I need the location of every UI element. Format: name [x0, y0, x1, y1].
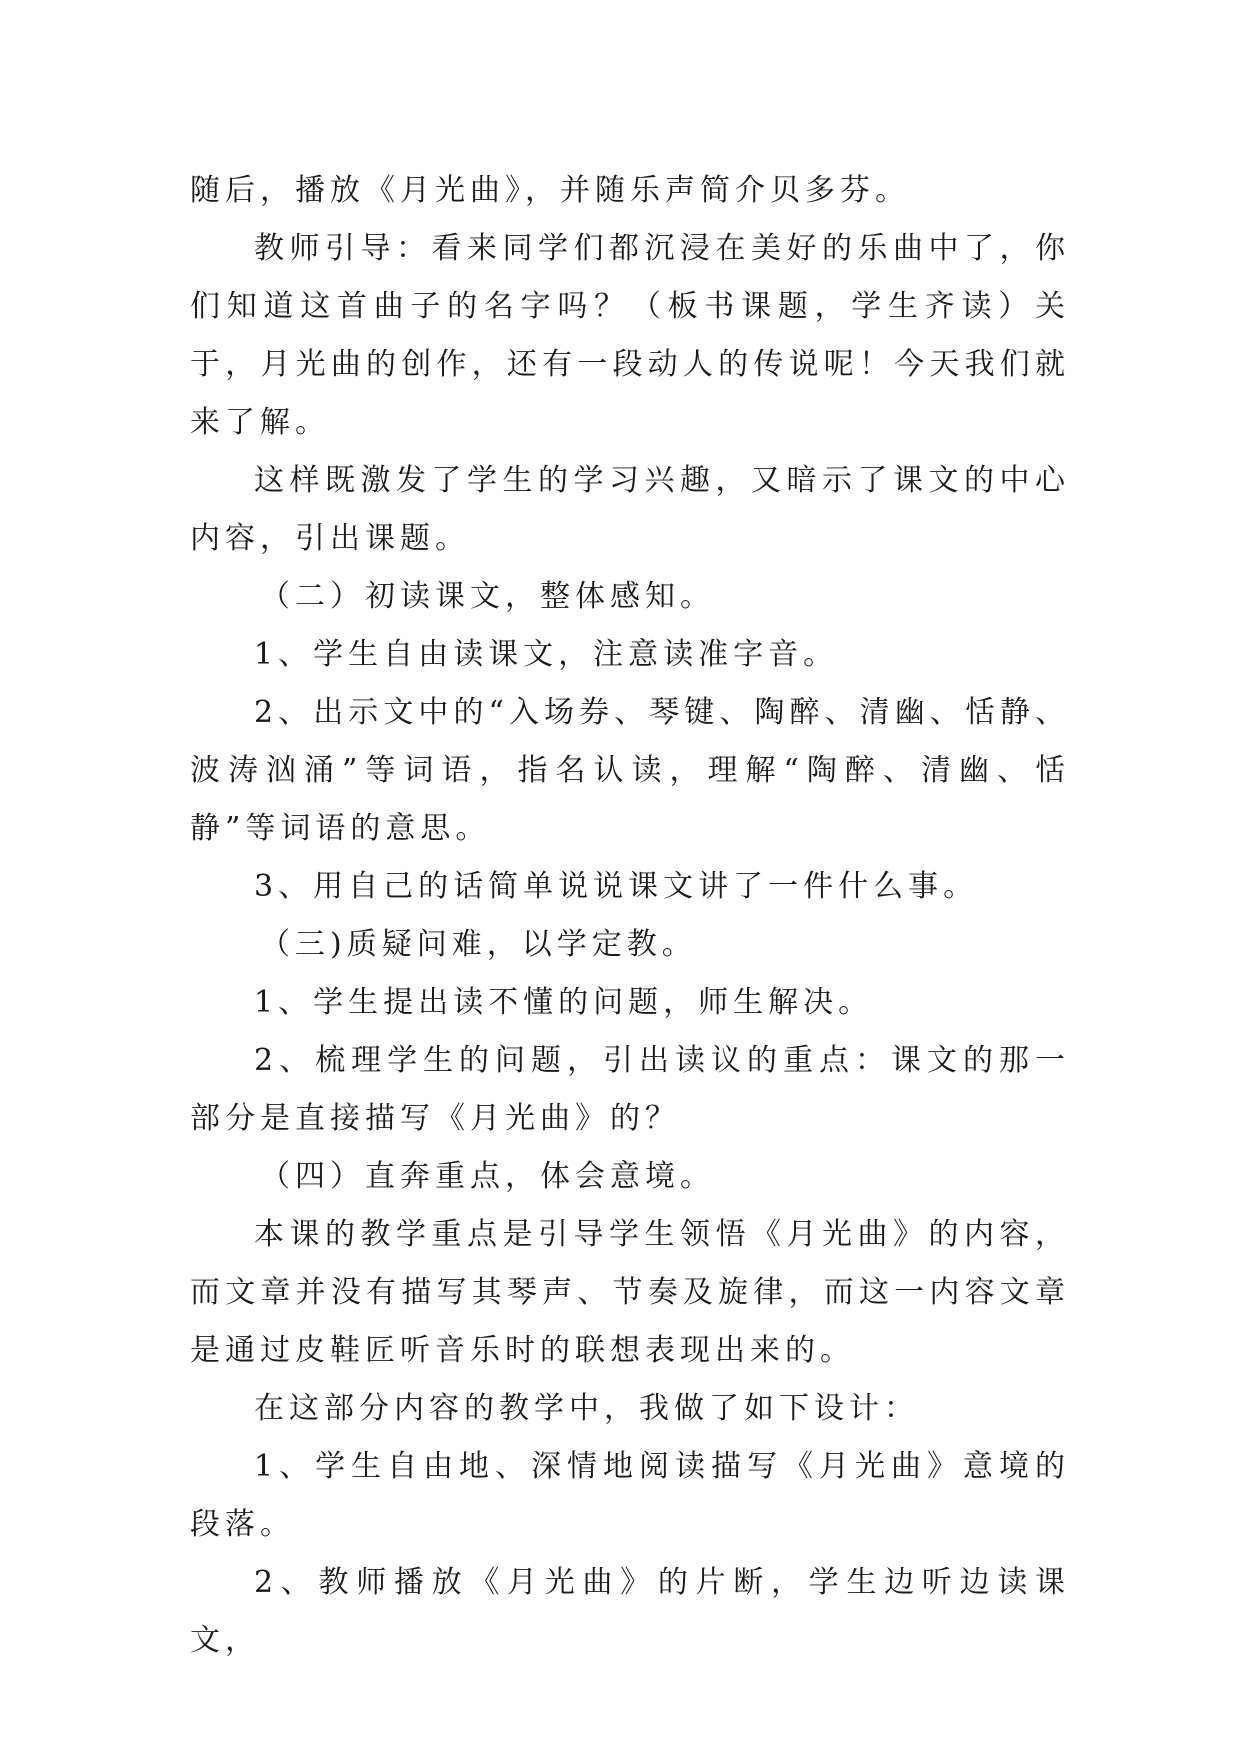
- paragraph: 在这部分内容的教学中，我做了如下设计：: [254, 1391, 919, 1426]
- paragraph: 1、学生自由地、深情地阅读描写《月光曲》意境的段落。: [190, 1449, 1070, 1542]
- paragraph: 随后，播放《月光曲》，并随乐声简介贝多芬。: [190, 173, 910, 208]
- paragraph: 2、出示文中的“入场券、琴键、陶醉、清幽、恬静、波涛汹涌”等词语，指名认读，理解“陶醉、清幽、恬静”等词语的意思。: [190, 695, 1070, 846]
- document-page: [190, 162, 1070, 1670]
- section-heading: （三)质疑问难，以学定教。: [260, 927, 697, 962]
- paragraph: 1、学生提出读不懂的问题，师生解决。: [254, 985, 874, 1020]
- paragraph: 教师引导：看来同学们都沉浸在美好的乐曲中了，你们知道这首曲子的名字吗？（板书课题，学生齐读）关于，月光曲的创作，还有一段动人的传说呢！今天我们就来了解。: [190, 231, 1070, 440]
- paragraph: 2、梳理学生的问题，引出读议的重点：课文的那一部分是直接描写《月光曲》的？: [190, 1043, 1070, 1136]
- section-heading: （四）直奔重点，体会意境。: [260, 1159, 715, 1194]
- paragraph: 1、学生自由读课文，注意读准字音。: [254, 637, 839, 672]
- paragraph: 这样既激发了学生的学习兴趣，又暗示了课文的中心内容，引出课题。: [190, 463, 1070, 556]
- paragraph: 本课的教学重点是引导学生领悟《月光曲》的内容，而文章并没有描写其琴声、节奏及旋律，而这一内容文章是通过皮鞋匠听音乐时的联想表现出来的。: [190, 1217, 1070, 1368]
- paragraph: 3、用自己的话简单说说课文讲了一件什么事。: [254, 869, 979, 904]
- paragraph: 2、教师播放《月光曲》的片断，学生边听边读课文，: [190, 1565, 1070, 1658]
- section-heading: （二）初读课文，整体感知。: [260, 579, 715, 614]
